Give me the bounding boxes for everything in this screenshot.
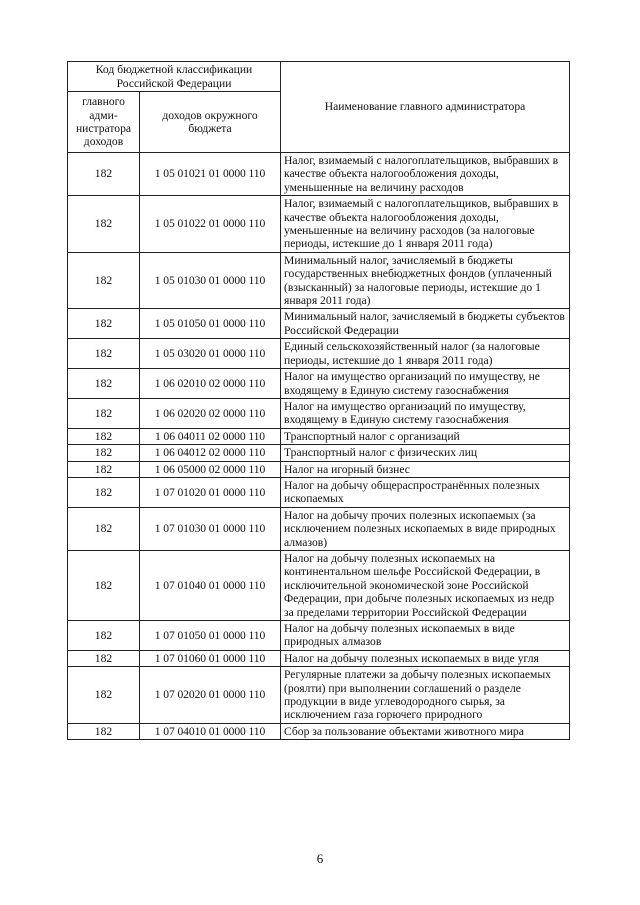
table-row [68,428,570,444]
admin-code-cell: 182 [68,309,140,339]
revenue-code-cell: 1 06 04012 02 0000 110 [140,445,281,461]
table-row [68,252,570,309]
admin-code-cell: 182 [68,461,140,477]
admin-code-cell: 182 [68,650,140,666]
admin-code-cell: 182 [68,153,140,196]
revenue-code-cell: 1 07 01050 01 0000 110 [140,621,281,651]
admin-code-cell: 182 [68,252,140,309]
revenue-code-cell: 1 07 04010 01 0000 110 [140,723,281,739]
table-row [68,153,570,196]
header-administrator-name: Наименование главного администратора [281,62,570,153]
admin-code-cell: 182 [68,477,140,507]
table-row [68,461,570,477]
revenue-name-cell: Налог на добычу полезных ископаемых в виде угля [281,650,570,666]
admin-code-cell: 182 [68,445,140,461]
revenue-name-cell: Налог на добычу полезных ископаемых на континентальном шельфе Российской Федерации, в исключительной экономической зоне Российской Федерации, при добыче полезных ископаемых из недр за пределами территории Российской Федерации [281,550,570,620]
revenue-name-cell: Налог на имущество организаций по имуществу, входящему в Единую систему газоснабжения [281,398,570,428]
table-row [68,477,570,507]
revenue-code-cell: 1 05 01021 01 0000 110 [140,153,281,196]
header-district-budget-revenue: доходов окружного бюджета [140,92,281,153]
revenue-code-cell: 1 07 01060 01 0000 110 [140,650,281,666]
table-body [68,153,570,740]
admin-code-cell: 182 [68,398,140,428]
revenue-code-cell: 1 07 01040 01 0000 110 [140,550,281,620]
revenue-name-cell: Налог на имущество организаций по имуществу, не входящему в Единую систему газоснабжения [281,369,570,399]
admin-code-cell: 182 [68,369,140,399]
admin-code-cell: 182 [68,507,140,550]
revenue-code-cell: 1 07 01020 01 0000 110 [140,477,281,507]
revenue-name-cell: Транспортный налог с физических лиц [281,445,570,461]
revenue-code-cell: 1 05 03020 01 0000 110 [140,339,281,369]
table-row [68,650,570,666]
admin-code-cell: 182 [68,196,140,253]
admin-code-cell: 182 [68,723,140,739]
revenue-code-cell: 1 05 01050 01 0000 110 [140,309,281,339]
revenue-name-cell: Налог на добычу полезных ископаемых в виде природных алмазов [281,621,570,651]
revenue-name-cell: Налог на игорный бизнес [281,461,570,477]
header-budget-classification-code: Код бюджетной классификации Российской Федерации [68,62,281,92]
table-row [68,723,570,739]
revenue-name-cell: Транспортный налог с организаций [281,428,570,444]
revenue-code-cell: 1 06 04011 02 0000 110 [140,428,281,444]
admin-code-cell: 182 [68,550,140,620]
revenue-code-cell: 1 05 01022 01 0000 110 [140,196,281,253]
revenue-code-cell: 1 07 01030 01 0000 110 [140,507,281,550]
table-row [68,369,570,399]
table-row [68,445,570,461]
page-number: 6 [316,851,324,866]
table-row [68,550,570,620]
revenue-name-cell: Налог, взимаемый с налогоплательщиков, выбравших в качестве объекта налогообложения доходы, уменьшенные на величину расходов [281,153,570,196]
header-row-group [68,62,570,92]
table-row [68,621,570,651]
table-row [68,309,570,339]
revenue-code-cell: 1 06 02020 02 0000 110 [140,398,281,428]
revenue-name-cell: Налог, взимаемый с налогоплательщиков, выбравших в качестве объекта налогообложения доходы, уменьшенные на величину расходов (за налоговые периоды, истекшие до 1 января 2011 года) [281,196,570,253]
revenue-code-cell: 1 07 02020 01 0000 110 [140,667,281,724]
budget-classification-table [67,61,570,740]
table-row [68,667,570,724]
revenue-name-cell: Единый сельскохозяйственный налог (за налоговые периоды, истекшие до 1 января 2011 года) [281,339,570,369]
table-row [68,339,570,369]
admin-code-cell: 182 [68,621,140,651]
revenue-name-cell: Налог на добычу общераспространённых полезных ископаемых [281,477,570,507]
revenue-name-cell: Минимальный налог, зачисляемый в бюджеты субъектов Российской Федерации [281,309,570,339]
revenue-name-cell: Регулярные платежи за добычу полезных ископаемых (роялти) при выполнении соглашений о разделе продукции в виде углеводородного сырья, за исключением газа горючего природного [281,667,570,724]
admin-code-cell: 182 [68,339,140,369]
revenue-code-cell: 1 06 05000 02 0000 110 [140,461,281,477]
table-row [68,507,570,550]
admin-code-cell: 182 [68,667,140,724]
admin-code-cell: 182 [68,428,140,444]
revenue-name-cell: Сбор за пользование объектами животного мира [281,723,570,739]
header-main-administrator: главного адми-нистратора доходов [68,92,140,153]
table-row [68,196,570,253]
revenue-name-cell: Налог на добычу прочих полезных ископаемых (за исключением полезных ископаемых в виде природных алмазов) [281,507,570,550]
table-row [68,398,570,428]
revenue-code-cell: 1 06 02010 02 0000 110 [140,369,281,399]
revenue-name-cell: Минимальный налог, зачисляемый в бюджеты государственных внебюджетных фондов (уплаченный (взысканный) за налоговые периоды, истекшие до 1 января 2011 года) [281,252,570,309]
revenue-code-cell: 1 05 01030 01 0000 110 [140,252,281,309]
